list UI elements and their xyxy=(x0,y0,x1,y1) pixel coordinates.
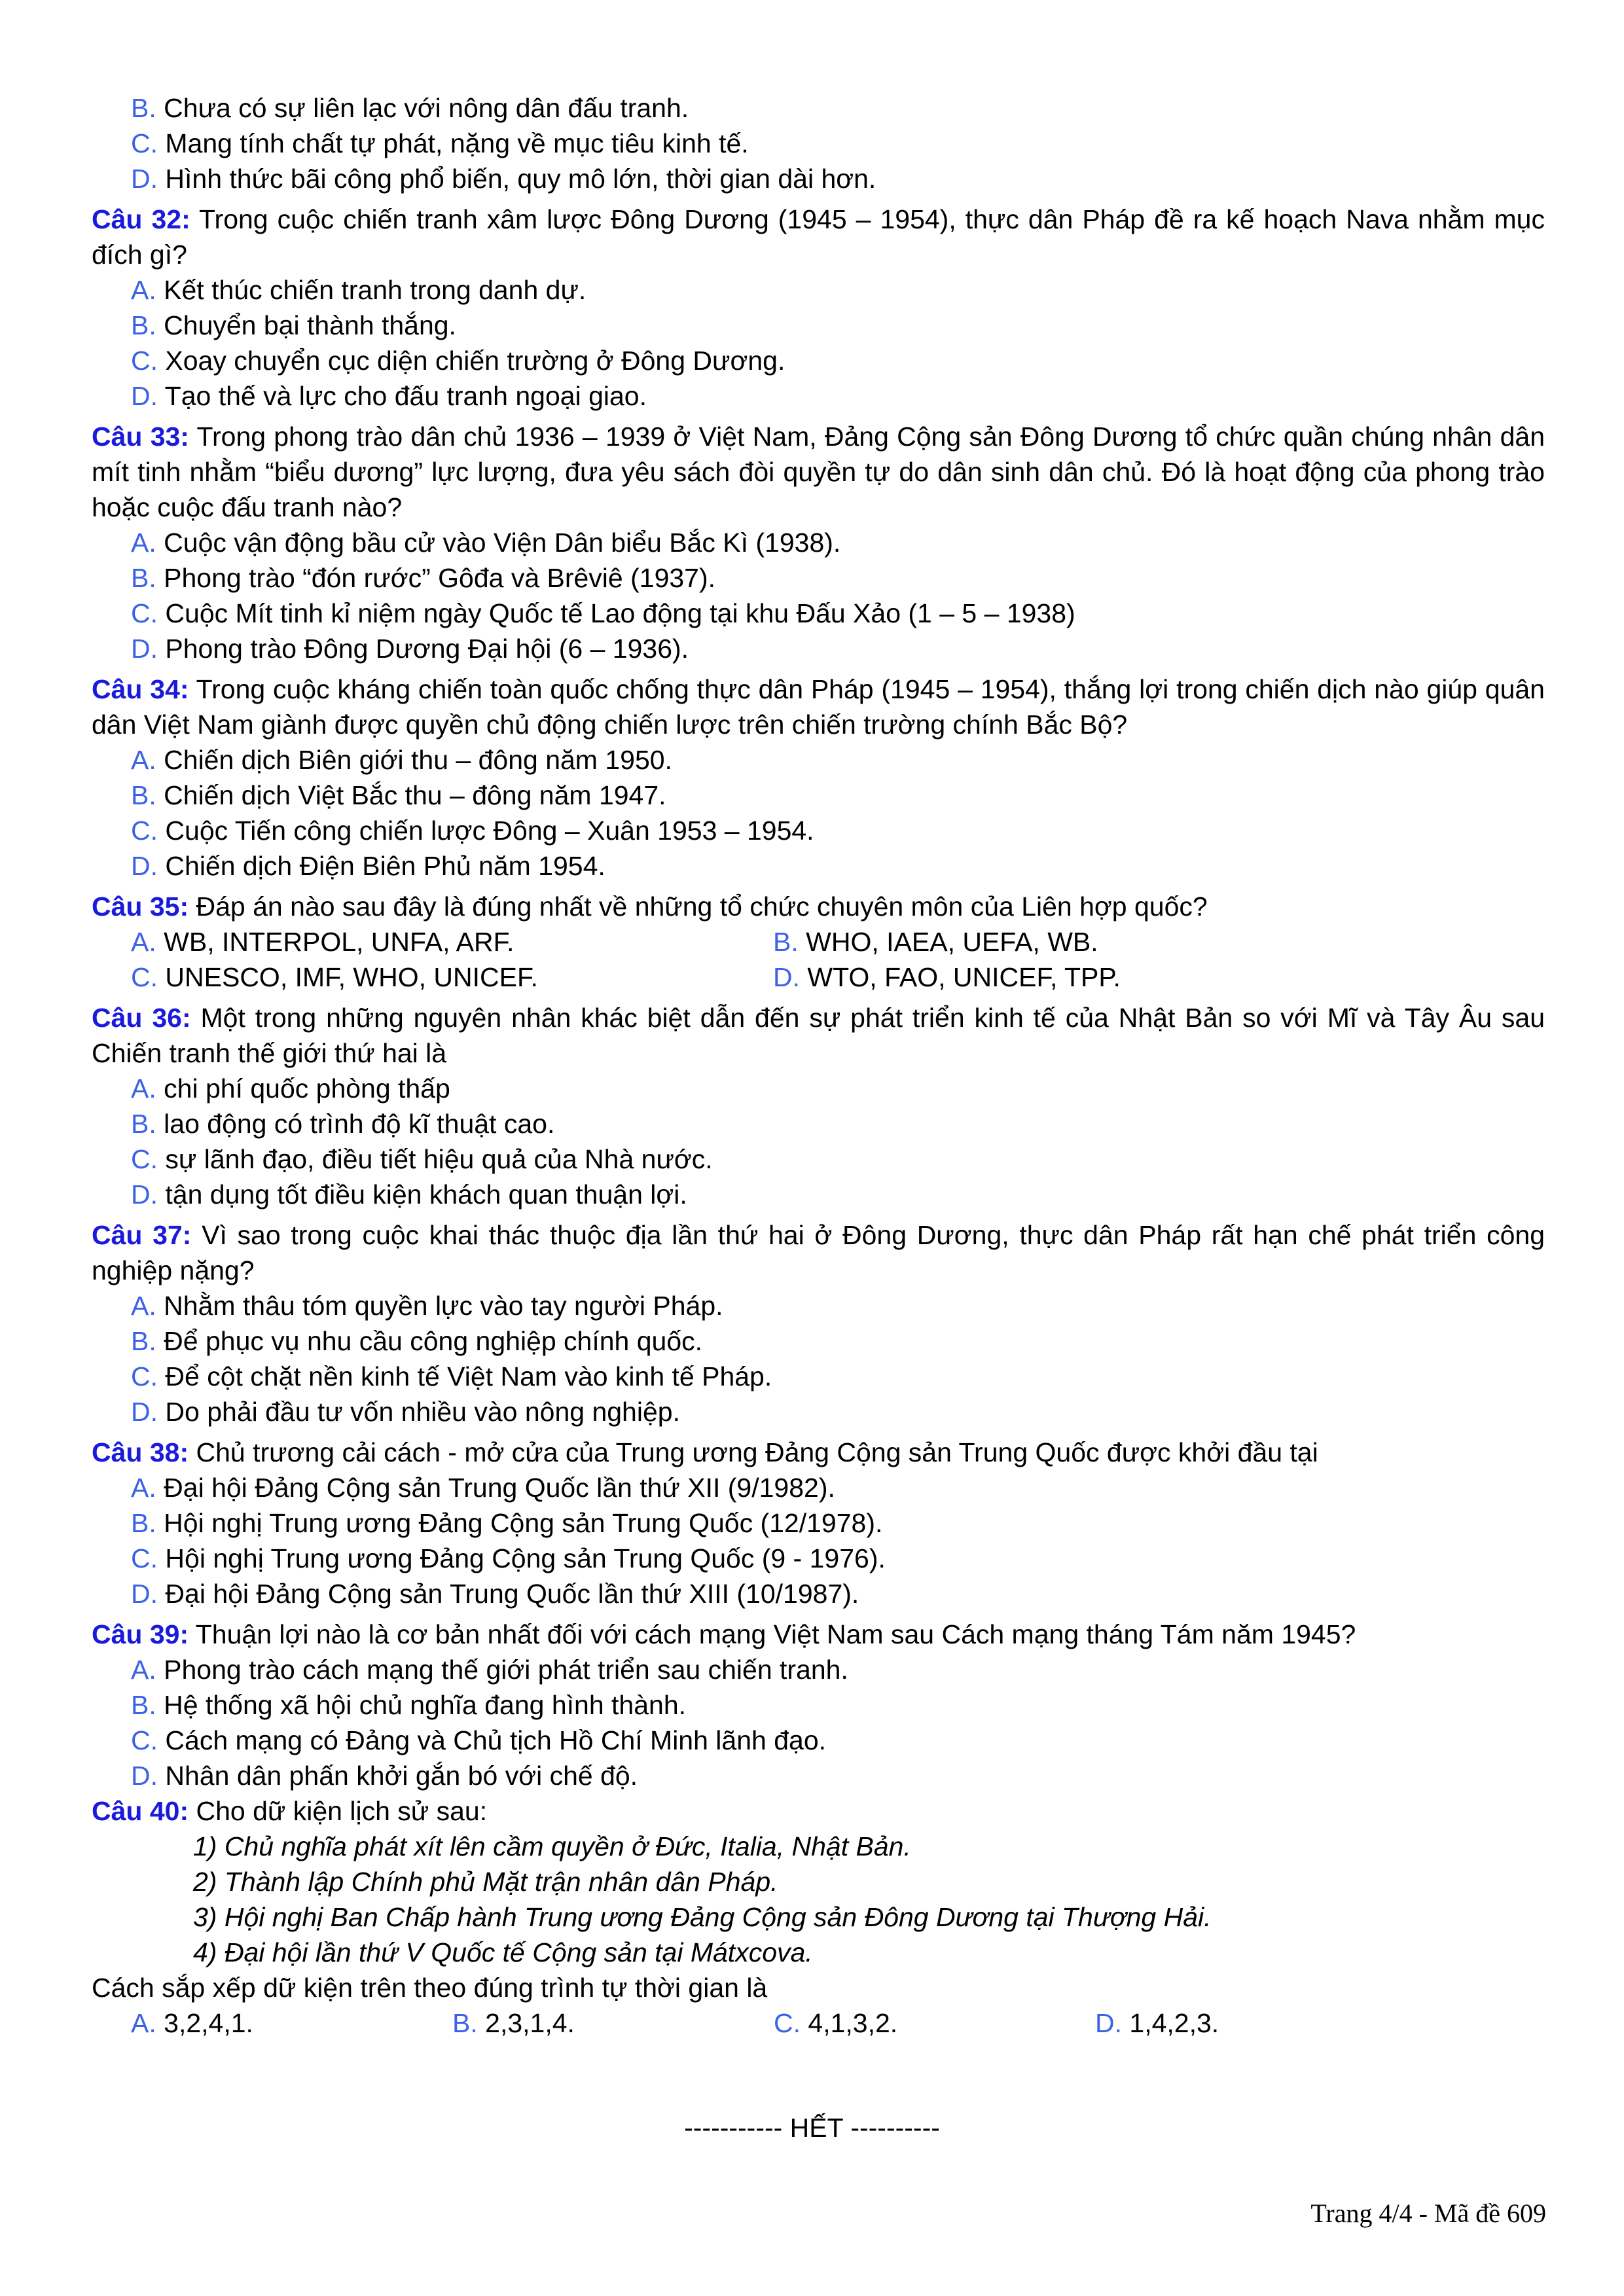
option-d: D. WTO, FAO, UNICEF, TPP. xyxy=(773,962,1121,992)
option-b: B. Phong trào “đón rước” Gôđa và Brêviê (1937). xyxy=(131,563,716,593)
option-c: C. Hội nghị Trung ương Đảng Cộng sản Trung Quốc (9 - 1976). xyxy=(131,1543,886,1573)
question-38-stem: Câu 38: Chủ trương cải cách - mở cửa của Trung ương Đảng Cộng sản Trung Quốc được khởi đầu tại xyxy=(92,1437,1318,1467)
option-a: A. Cuộc vận động bầu cử vào Viện Dân biểu Bắc Kì (1938). xyxy=(131,528,841,558)
option-b: B. Chiến dịch Việt Bắc thu – đông năm 1947. xyxy=(131,780,666,810)
option-c: C. Cuộc Mít tinh kỉ niệm ngày Quốc tế Lao động tại khu Đấu Xảo (1 – 5 – 1938) xyxy=(131,598,1075,628)
exam-page xyxy=(92,90,1545,2041)
option-b: B. Để phục vụ nhu cầu công nghiệp chính quốc. xyxy=(131,1326,703,1356)
option-d: D. tận dụng tốt điều kiện khách quan thuận lợi. xyxy=(131,1179,687,1210)
option-d: D. Chiến dịch Điện Biên Phủ năm 1954. xyxy=(131,851,605,881)
option-d: D. Đại hội Đảng Cộng sản Trung Quốc lần thứ XIII (10/1987). xyxy=(131,1579,859,1609)
question-34-stem: Câu 34: Trong cuộc kháng chiến toàn quốc chống thực dân Pháp (1945 – 1954), thắng lợi trong chiến dịch nào giúp quân dân Việt Nam giành được quyền chủ động chiến lược trên chiến trường chính Bắc Bộ? xyxy=(92,674,1545,740)
question-35-stem: Câu 35: Đáp án nào sau đây là đúng nhất về những tổ chức chuyên môn của Liên hợp quốc? xyxy=(92,891,1208,922)
option-a: A. 3,2,4,1. xyxy=(131,2008,253,2038)
option-c: C. Cách mạng có Đảng và Chủ tịch Hồ Chí Minh lãnh đạo. xyxy=(131,1725,827,1755)
question-40-prompt: Cách sắp xếp dữ kiện trên theo đúng trình tự thời gian là xyxy=(92,1973,768,2003)
question-39-stem: Câu 39: Thuận lợi nào là cơ bản nhất đối với cách mạng Việt Nam sau Cách mạng tháng Tám năm 1945? xyxy=(92,1619,1356,1649)
end-marker: ----------- HẾT ---------- xyxy=(684,2113,940,2143)
option-d: D. Nhân dân phấn khởi gắn bó với chế độ. xyxy=(131,1761,638,1791)
option-b: B. Chuyển bại thành thắng. xyxy=(131,310,456,340)
option-d: D. Do phải đầu tư vốn nhiều vào nông nghiệp. xyxy=(131,1397,680,1427)
option-a: A. Đại hội Đảng Cộng sản Trung Quốc lần thứ XII (9/1982). xyxy=(131,1473,835,1503)
option-d: D. 1,4,2,3. xyxy=(1095,2008,1219,2038)
option-c: C. Xoay chuyển cục diện chiến trường ở Đông Dương. xyxy=(131,346,785,376)
option-a: A. Chiến dịch Biên giới thu – đông năm 1950. xyxy=(131,745,672,775)
option-b: B. Hội nghị Trung ương Đảng Cộng sản Trung Quốc (12/1978). xyxy=(131,1508,883,1538)
option-c: C. Cuộc Tiến công chiến lược Đông – Xuân 1953 – 1954. xyxy=(131,816,814,846)
option-c: C. sự lãnh đạo, điều tiết hiệu quả của Nhà nước. xyxy=(131,1144,713,1174)
options-row xyxy=(92,960,1545,995)
option-d: D. Tạo thế và lực cho đấu tranh ngoại giao. xyxy=(131,381,647,411)
option-c: C. UNESCO, IMF, WHO, UNICEF. xyxy=(131,962,538,992)
option-c: C. Để cột chặt nền kinh tế Việt Nam vào kinh tế Pháp. xyxy=(131,1361,772,1391)
option-a: A. Kết thúc chiến tranh trong danh dự. xyxy=(131,275,586,305)
option-b: B. WHO, IAEA, UEFA, WB. xyxy=(773,927,1098,957)
page-footer: Trang 4/4 - Mã đề 609 xyxy=(1310,2198,1546,2228)
options-row xyxy=(92,2005,1545,2041)
option-b: B. Chưa có sự liên lạc với nông dân đấu tranh. xyxy=(131,93,689,123)
option-c: C. Mang tính chất tự phát, nặng về mục tiêu kinh tế. xyxy=(131,128,749,158)
option-a: A. Phong trào cách mạng thế giới phát triển sau chiến tranh. xyxy=(131,1655,848,1685)
question-33-stem: Câu 33: Trong phong trào dân chủ 1936 – 1939 ở Việt Nam, Đảng Cộng sản Đông Dương tổ chức quần chúng nhân dân mít tinh nhằm “biểu dương” lực lượng, đưa yêu sách đòi quyền tự do dân sinh dân chủ. Đó là hoạt động của phong trào hoặc cuộc đấu tranh nào? xyxy=(92,422,1545,522)
event-item: 1) Chủ nghĩa phát xít lên cầm quyền ở Đức, Italia, Nhật Bản. xyxy=(193,1831,911,1861)
question-32-stem: Câu 32: Trong cuộc chiến tranh xâm lược Đông Dương (1945 – 1954), thực dân Pháp đề ra kế hoạch Nava nhằm mục đích gì? xyxy=(92,204,1545,270)
option-a: A. Nhằm thâu tóm quyền lực vào tay người Pháp. xyxy=(131,1291,723,1321)
option-b: B. lao động có trình độ kĩ thuật cao. xyxy=(131,1109,555,1139)
option-c: C. 4,1,3,2. xyxy=(774,2008,898,2038)
question-40-stem: Câu 40: Cho dữ kiện lịch sử sau: xyxy=(92,1796,488,1826)
event-item: 4) Đại hội lần thứ V Quốc tế Cộng sản tại Mátxcova. xyxy=(193,1937,813,1967)
event-item: 2) Thành lập Chính phủ Mặt trận nhân dân Pháp. xyxy=(193,1867,778,1897)
option-b: B. Hệ thống xã hội chủ nghĩa đang hình thành. xyxy=(131,1690,687,1720)
option-d: D. Hình thức bãi công phổ biến, quy mô lớn, thời gian dài hơn. xyxy=(131,164,876,194)
question-37-stem: Câu 37: Vì sao trong cuộc khai thác thuộc địa lần thứ hai ở Đông Dương, thực dân Pháp rất hạn chế phát triển công nghiệp nặng? xyxy=(92,1220,1545,1285)
question-36-stem: Câu 36: Một trong những nguyên nhân khác biệt dẫn đến sự phát triển kinh tế của Nhật Bản so với Mĩ và Tây Âu sau Chiến tranh thế giới thứ hai là xyxy=(92,1003,1545,1068)
option-d: D. Phong trào Đông Dương Đại hội (6 – 1936). xyxy=(131,634,689,664)
option-a: A. chi phí quốc phòng thấp xyxy=(131,1073,450,1103)
event-item: 3) Hội nghị Ban Chấp hành Trung ương Đảng Cộng sản Đông Dương tại Thượng Hải. xyxy=(193,1902,1212,1932)
options-row xyxy=(92,924,1545,960)
option-a: A. WB, INTERPOL, UNFA, ARF. xyxy=(131,927,514,957)
option-b: B. 2,3,1,4. xyxy=(452,2008,575,2038)
